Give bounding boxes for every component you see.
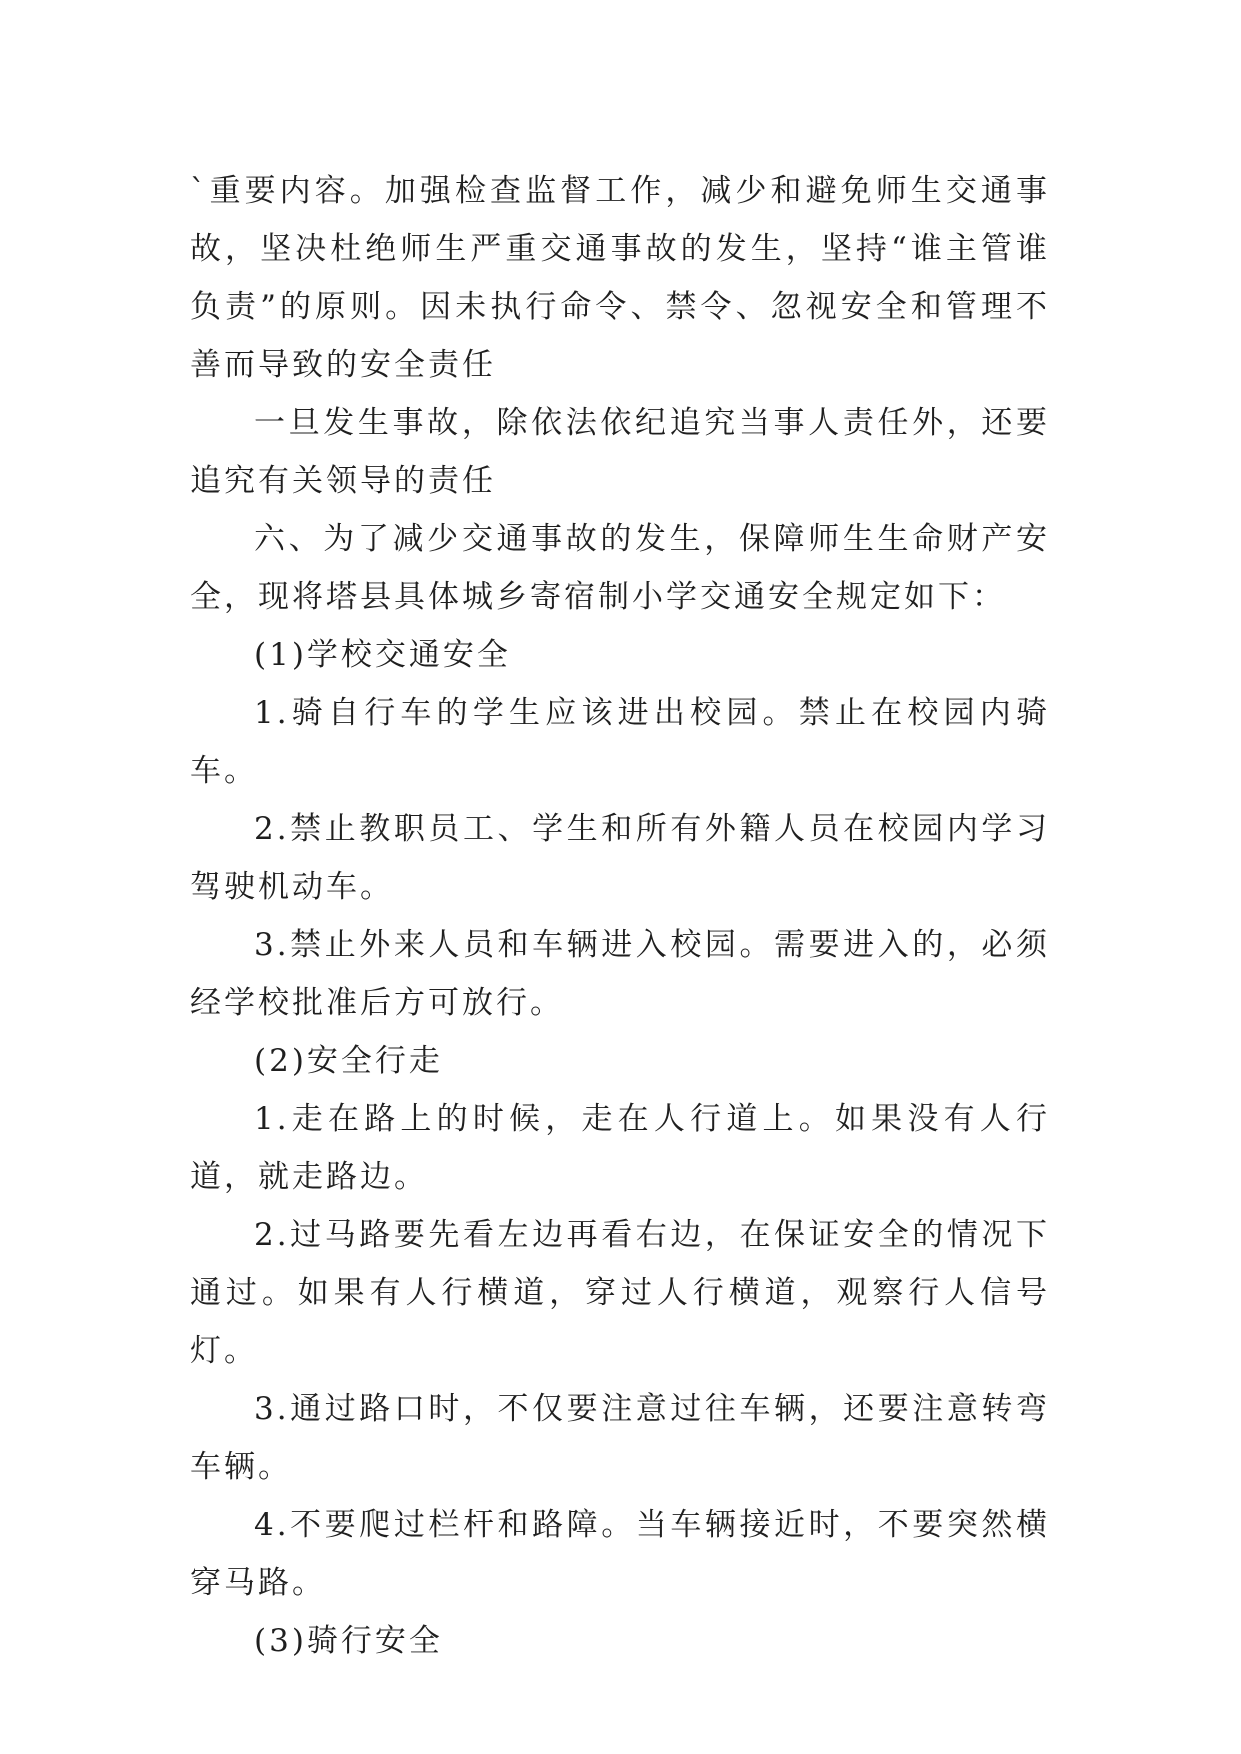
rule-school-2: 2.禁止教职员工、学生和所有外籍人员在校园内学习驾驶机动车。 (190, 811, 1050, 905)
paragraph-section-six: 六、为了减少交通事故的发生，保障师生生命财产安全，现将塔县具体城乡寄宿制小学交通安全规定如下： (190, 521, 1050, 615)
rule-walking-1: 1.走在路上的时候，走在人行道上。如果没有人行道，就走路边。 (190, 1101, 1050, 1195)
document-page (190, 162, 1050, 1670)
rule-walking-4: 4.不要爬过栏杆和路障。当车辆接近时，不要突然横穿马路。 (190, 1507, 1050, 1601)
rule-school-1: 1.骑自行车的学生应该进出校园。禁止在校园内骑车。 (190, 695, 1050, 789)
rule-walking-2: 2.过马路要先看左边再看右边，在保证安全的情况下通过。如果有人行横道，穿过人行横道，观察行人信号灯。 (190, 1217, 1050, 1369)
heading-school-traffic-safety: (1)学校交通安全 (254, 637, 511, 673)
rule-walking-3: 3.通过路口时，不仅要注意过往车辆，还要注意转弯车辆。 (190, 1391, 1050, 1485)
heading-safe-walking: (2)安全行走 (254, 1043, 443, 1079)
heading-cycling-safety: (3)骑行安全 (254, 1623, 443, 1659)
paragraph-continuation: `重要内容。加强检查监督工作，减少和避免师生交通事故，坚决杜绝师生严重交通事故的发生，坚持“谁主管谁负责”的原则。因未执行命令、禁令、忽视安全和管理不善而导致的安全责任 (190, 173, 1050, 383)
rule-school-3: 3.禁止外来人员和车辆进入校园。需要进入的，必须经学校批准后方可放行。 (190, 927, 1050, 1021)
paragraph-accident-responsibility: 一旦发生事故，除依法依纪追究当事人责任外，还要追究有关领导的责任 (190, 405, 1050, 499)
